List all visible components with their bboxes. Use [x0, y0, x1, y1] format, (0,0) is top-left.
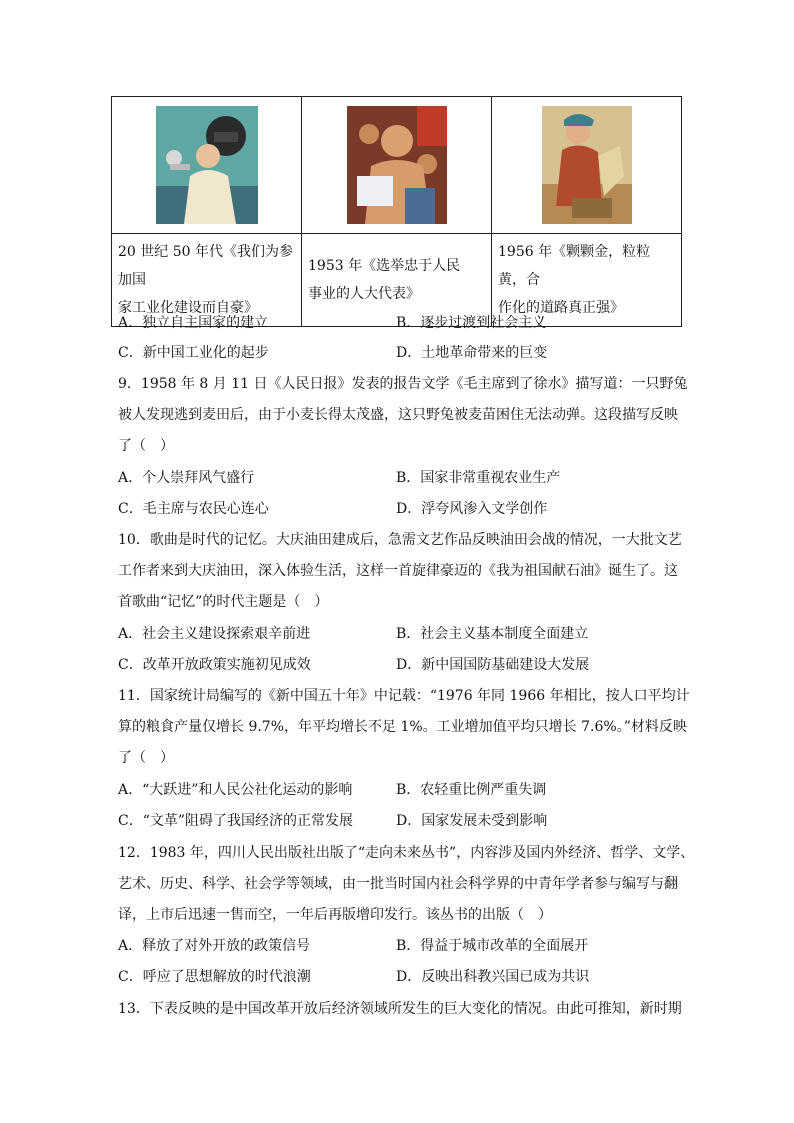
q13-stem-line: 13．下表反映的是中国改革开放后经济领域所发生的巨大变化的情况。由此可推知，新时期 — [118, 1001, 682, 1017]
q8-option-d[interactable]: D．土地革命带来的巨变 — [396, 345, 548, 361]
poster-cell-1 — [112, 97, 302, 234]
q9-option-b[interactable]: B．国家非常重视农业生产 — [396, 470, 561, 486]
q10-option-c[interactable]: C．改革开放政策实施初见成效 — [118, 657, 311, 673]
q11-stem-line: 11．国家统计局编写的《新中国五十年》中记载：“1976 年同 1966 年相比，按人口平均计 — [118, 688, 690, 704]
grain-harvest-woman-poster-image — [542, 106, 632, 224]
q10-option-a[interactable]: A．社会主义建设探索艰辛前进 — [118, 626, 311, 642]
q10-stem-line: 首歌曲“记忆”的时代主题是（ ） — [118, 594, 329, 610]
q12-stem-line: 艺术、历史、科学、社会学等领域，由一批当时国内社会科学界的中青年学者参与编写与翻 — [118, 876, 678, 892]
poster-table — [111, 96, 682, 327]
q8-option-c[interactable]: C．新中国工业化的起步 — [118, 345, 269, 361]
q12-option-a[interactable]: A．释放了对外开放的政策信号 — [118, 938, 311, 954]
q8-option-b[interactable]: B．逐步过渡到社会主义 — [396, 315, 547, 331]
q12-option-b[interactable]: B．得益于城市改革的全面展开 — [396, 938, 589, 954]
q11-option-a[interactable]: A．“大跃进”和人民公社化运动的影响 — [118, 782, 353, 798]
poster-cell-3 — [492, 97, 682, 234]
poster-cell-2 — [302, 97, 492, 234]
q9-stem-line: 了（ ） — [118, 438, 174, 454]
welder-woman-poster-image — [156, 106, 258, 224]
q8-option-a[interactable]: A．独立自主国家的建立 — [118, 315, 269, 331]
q10-option-d[interactable]: D．新中国国防基础建设大发展 — [396, 657, 590, 673]
q11-stem-line: 了（ ） — [118, 750, 174, 766]
q10-option-b[interactable]: B．社会主义基本制度全面建立 — [396, 626, 589, 642]
caption-line: 作化的道路真正强》 — [498, 300, 624, 316]
q12-stem-line: 12．1983 年，四川人民出版社出版了“走向未来丛书”，内容涉及国内外经济、哲学、文学、 — [118, 845, 695, 861]
q12-option-c[interactable]: C．呼应了思想解放的时代浪潮 — [118, 969, 311, 985]
q12-stem-line: 译，上市后迅速一售而空，一年后再版增印发行。该丛书的出版（ ） — [118, 907, 552, 923]
caption-line: 20 世纪 50 年代《我们为参加国 — [118, 244, 293, 288]
q10-stem-line: 工作者来到大庆油田，深入体验生活，这样一首旋律豪迈的《我为祖国献石油》诞生了。这 — [118, 563, 678, 579]
caption-line: 1956 年《颗颗金，粒粒黄，合 — [498, 244, 651, 288]
q9-stem-line: 被人发现逃到麦田后，由于小麦长得太茂盛，这只野兔被麦苗困住无法动弹。这段描写反映 — [118, 407, 678, 423]
q11-stem-line: 算的粮食产量仅增长 9.7%，年平均增长不足 1%。工业增加值平均只增长 7.6%。”材料反映 — [118, 719, 687, 735]
q9-option-c[interactable]: C．毛主席与农民心连心 — [118, 501, 269, 517]
q9-stem-line: 9．1958 年 8 月 11 日《人民日报》发表的报告文学《毛主席到了徐水》描写道：一只野兔 — [118, 376, 688, 392]
caption-line: 事业的人大代表》 — [308, 286, 420, 302]
q12-option-d[interactable]: D．反映出科教兴国已成为共识 — [396, 969, 590, 985]
q11-option-d[interactable]: D．国家发展未受到影响 — [396, 813, 548, 829]
q9-option-d[interactable]: D．浮夸风渗入文学创作 — [396, 501, 548, 517]
q11-option-b[interactable]: B．农轻重比例严重失调 — [396, 782, 547, 798]
caption-line: 1953 年《选举忠于人民 — [308, 258, 461, 274]
q9-option-a[interactable]: A．个人崇拜风气盛行 — [118, 470, 255, 486]
q11-option-c[interactable]: C．“文革”阻碍了我国经济的正常发展 — [118, 813, 354, 829]
q10-stem-line: 10．歌曲是时代的记忆。大庆油田建成后，急需文艺作品反映油田会战的情况，一大批文艺 — [118, 532, 682, 548]
peoples-representative-poster-image — [347, 106, 447, 224]
caption-line: 家工业化建设而自豪》 — [118, 300, 258, 316]
